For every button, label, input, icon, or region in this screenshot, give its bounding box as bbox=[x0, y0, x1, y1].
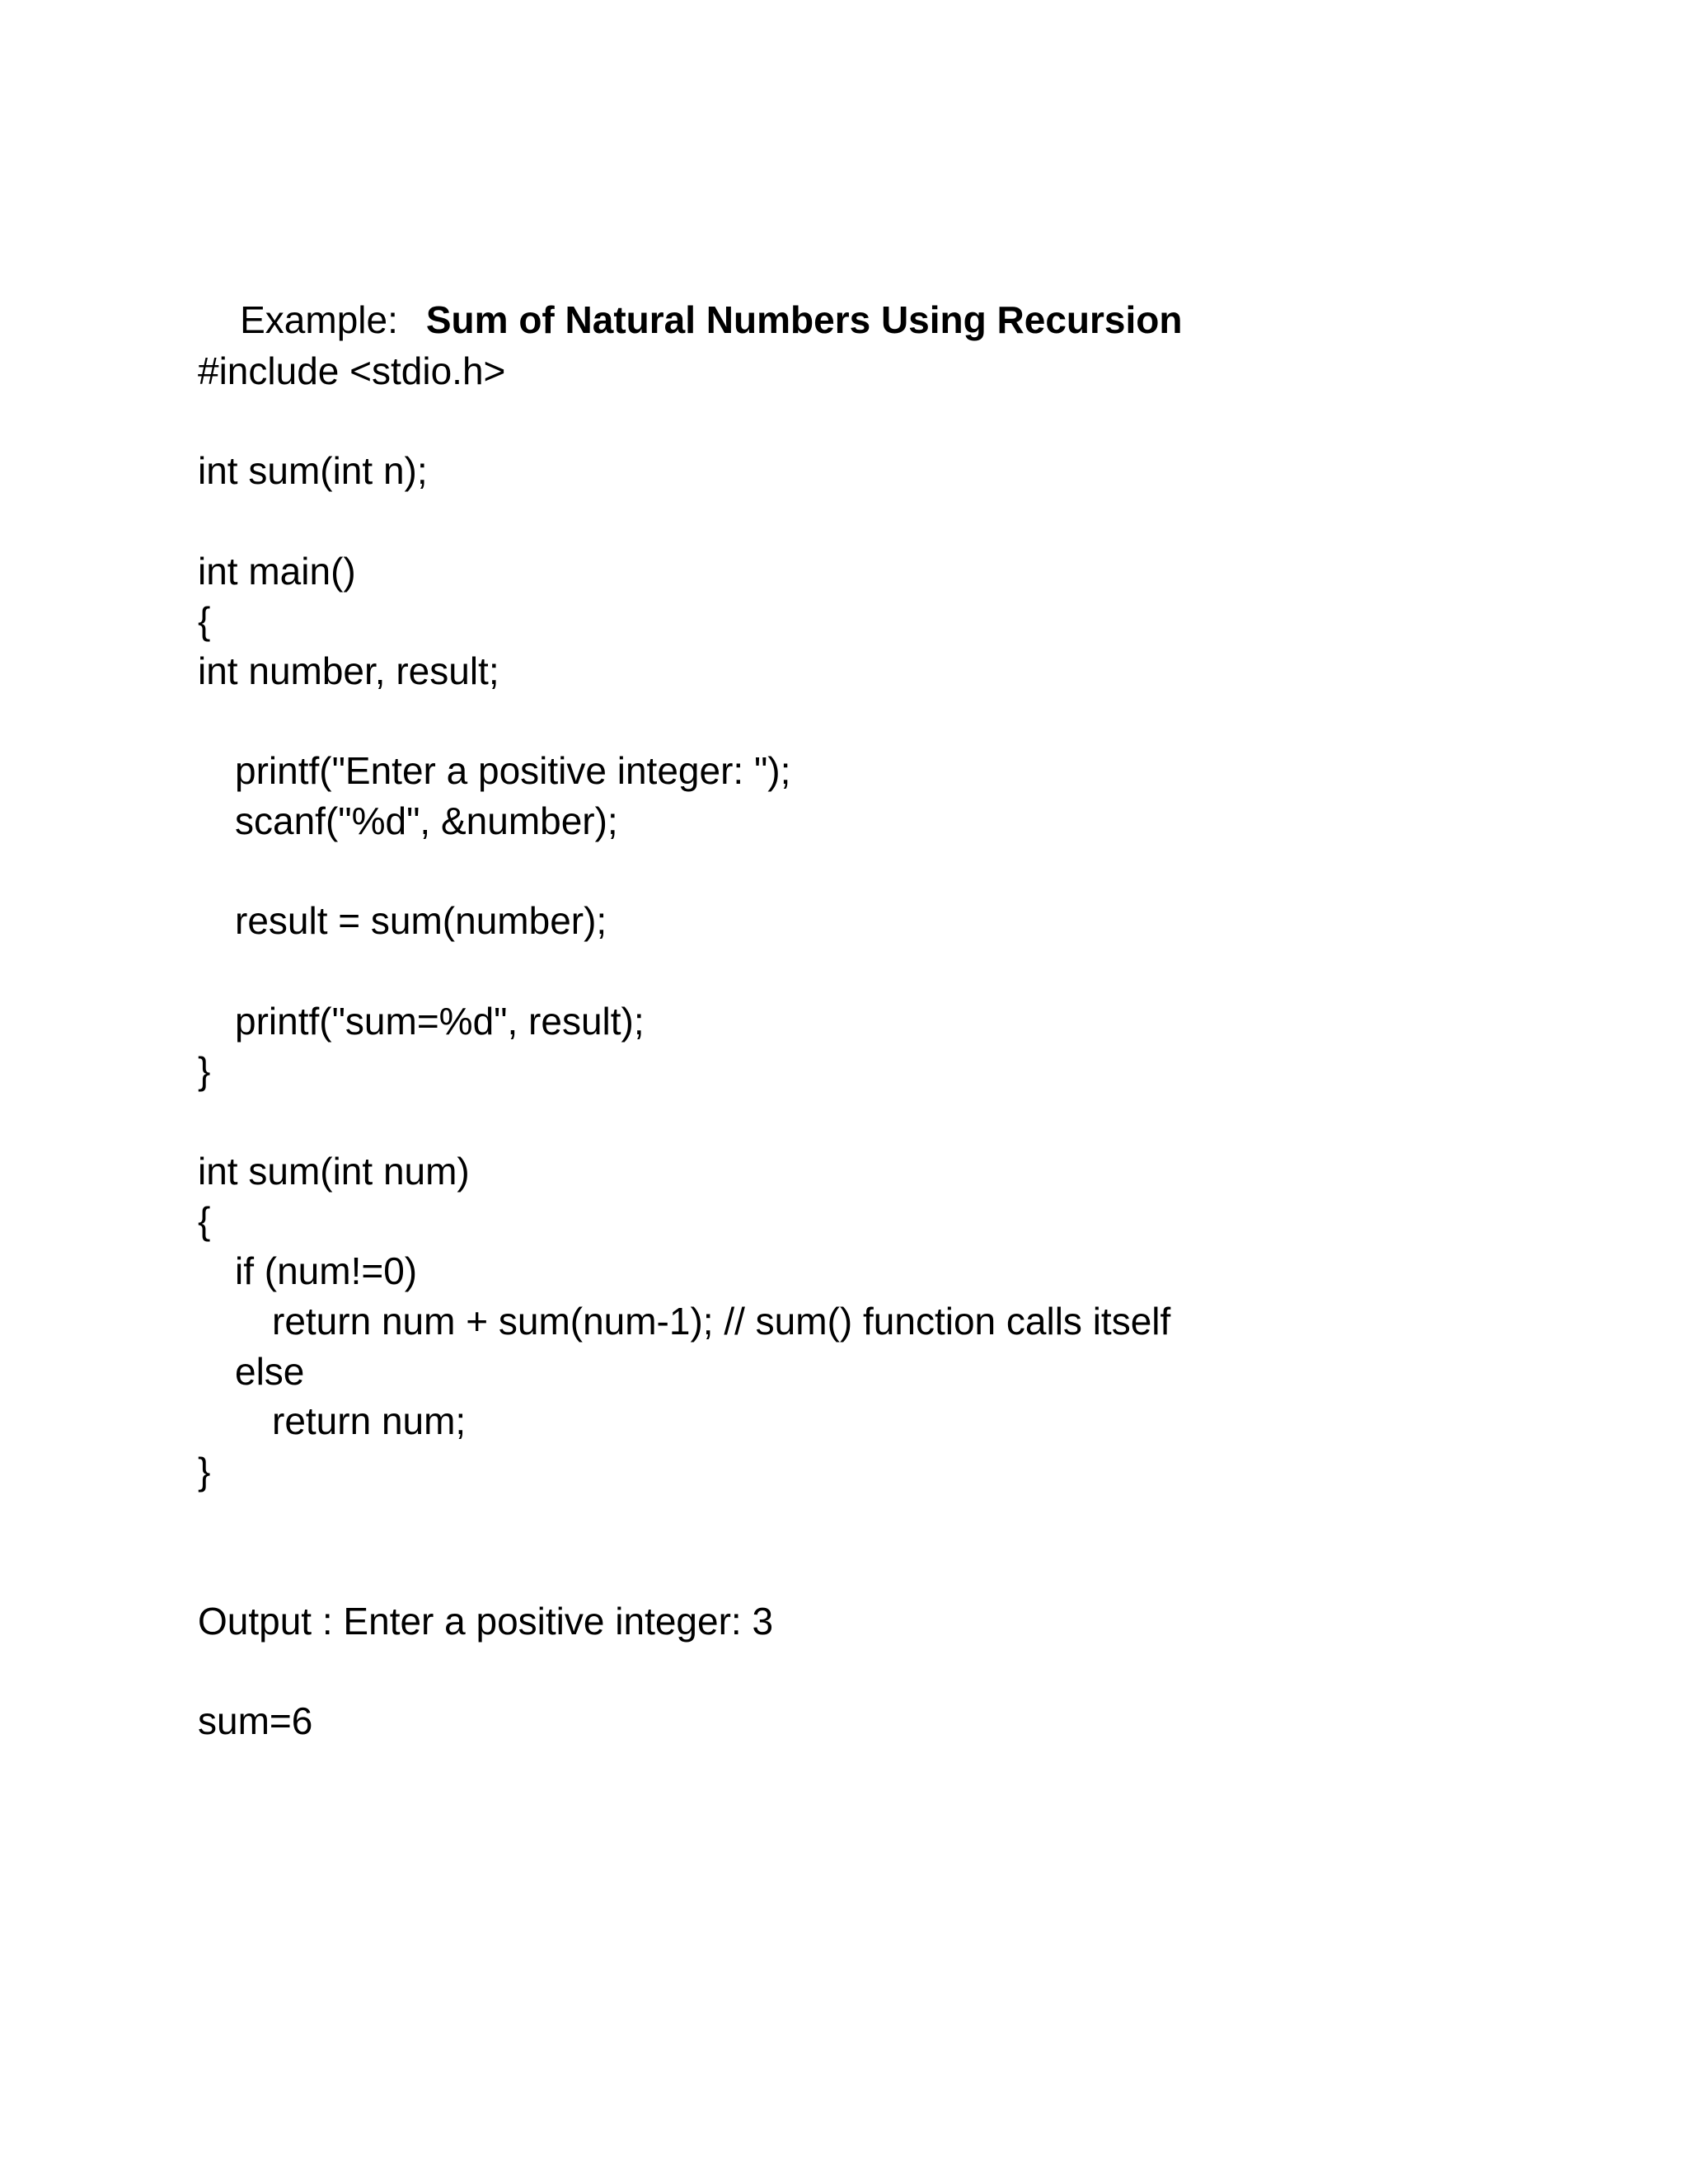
output-line-prompt: Output : Enter a positive integer: 3 bbox=[198, 1600, 774, 1643]
example-title: Sum of Natural Numbers Using Recursion bbox=[425, 298, 1183, 341]
code-line-include: #include <stdio.h> bbox=[198, 349, 506, 392]
code-line-sum-close-brace: } bbox=[198, 1450, 211, 1493]
code-line-assign-result: result = sum(number); bbox=[235, 899, 607, 942]
output-line-sum: sum=6 bbox=[198, 1699, 313, 1742]
code-line-return-base: return num; bbox=[272, 1399, 467, 1442]
code-line-main-open-brace: { bbox=[198, 599, 211, 642]
code-line-return-recursive: return num + sum(num-1); // sum() function calls itself bbox=[272, 1300, 1171, 1343]
code-line-scanf: scanf("%d", &number); bbox=[235, 799, 618, 842]
code-line-printf-result: printf("sum=%d", result); bbox=[235, 1000, 645, 1043]
code-line-if: if (num!=0) bbox=[235, 1249, 418, 1292]
code-line-else: else bbox=[235, 1350, 305, 1393]
code-line-sum-open-brace: { bbox=[198, 1199, 211, 1242]
code-line-declaration: int number, result; bbox=[198, 649, 499, 692]
code-line-printf-prompt: printf("Enter a positive integer: "); bbox=[235, 749, 791, 792]
code-line-main-signature: int main() bbox=[198, 550, 356, 593]
code-line-prototype: int sum(int n); bbox=[198, 449, 428, 492]
code-line-main-close-brace: } bbox=[198, 1049, 211, 1092]
example-label: Example: bbox=[240, 298, 398, 341]
code-line-sum-signature: int sum(int num) bbox=[198, 1150, 470, 1193]
